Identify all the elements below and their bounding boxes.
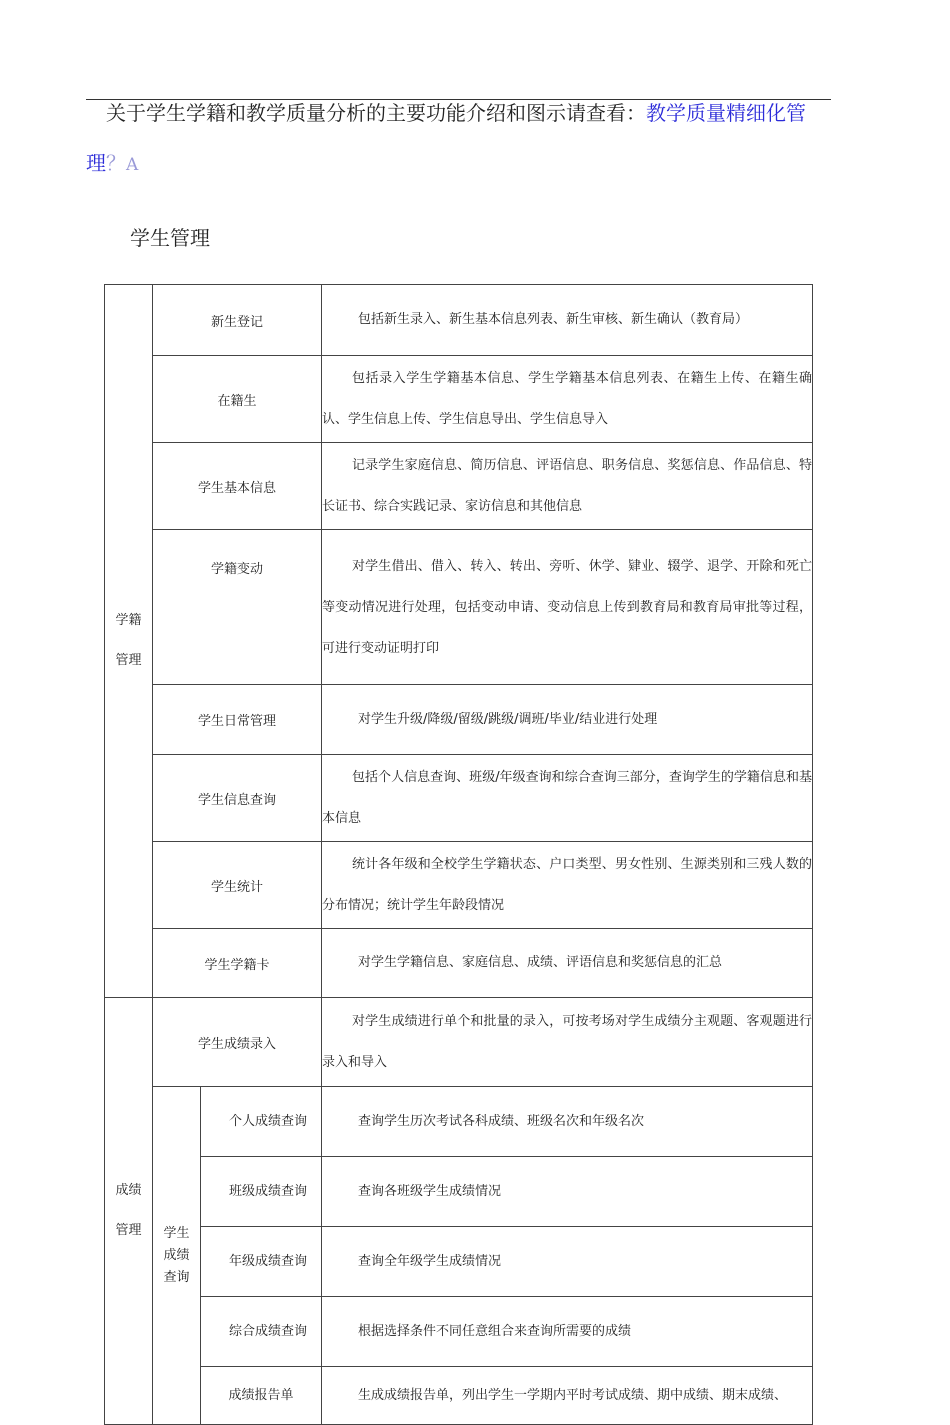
sub-function-name: 综合成绩查询 xyxy=(201,1297,322,1367)
function-name: 学生成绩录入 xyxy=(153,998,322,1087)
table-row xyxy=(105,998,813,1087)
function-desc: 记录学生家庭信息、简历信息、评语信息、职务信息、奖惩信息、作品信息、特长证书、综合实践记录、家访信息和其他信息 xyxy=(322,443,813,530)
sub-function-name: 年级成绩查询 xyxy=(201,1227,322,1297)
function-name: 在籍生 xyxy=(153,356,322,443)
table-row xyxy=(105,755,813,842)
sub-function-name: 个人成绩查询 xyxy=(201,1087,322,1157)
function-desc: 生成成绩报告单，列出学生一学期内平时考试成绩、期中成绩、期末成绩、 xyxy=(322,1367,813,1425)
function-desc: 包括新生录入、新生基本信息列表、新生审核、新生确认（教育局） xyxy=(322,285,813,356)
category-xueji xyxy=(105,285,153,998)
table-row xyxy=(105,1367,813,1425)
function-desc: 对学生学籍信息、家庭信息、成绩、评语信息和奖惩信息的汇总 xyxy=(322,929,813,998)
function-name: 学生基本信息 xyxy=(153,443,322,530)
function-desc: 根据选择条件不同任意组合来查询所需要的成绩 xyxy=(322,1297,813,1367)
quality-management-link-part2[interactable]: 理 xyxy=(86,151,106,175)
function-desc: 查询全年级学生成绩情况 xyxy=(322,1227,813,1297)
table-row xyxy=(105,685,813,755)
function-desc: 包括个人信息查询、班级/年级查询和综合查询三部分，查询学生的学籍信息和基本信息 xyxy=(322,755,813,842)
table-row xyxy=(105,443,813,530)
function-name: 学生信息查询 xyxy=(153,755,322,842)
function-desc: 对学生借出、借入、转入、转出、旁听、休学、肄业、辍学、退学、开除和死亡等变动情况进行处理，包括变动申请、变动信息上传到教育局和教育局审批等过程，可进行变动证明打印 xyxy=(322,530,813,685)
category-label: 成绩管理 xyxy=(115,1183,142,1238)
function-desc: 包括录入学生学籍基本信息、学生学籍基本信息列表、在籍生上传、在籍生确认、学生信息上传、学生信息导出、学生信息导入 xyxy=(322,356,813,443)
function-desc: 查询各班级学生成绩情况 xyxy=(322,1157,813,1227)
table-row xyxy=(105,285,813,356)
score-query-label: 学生成绩查询 xyxy=(163,1225,190,1285)
table-row xyxy=(105,842,813,929)
intro-paragraph xyxy=(86,98,831,180)
function-desc: 对学生升级/降级/留级/跳级/调班/毕业/结业进行处理 xyxy=(322,685,813,755)
quality-management-link-part1[interactable]: 教学质量精细化管 xyxy=(646,101,806,125)
function-name: 新生登记 xyxy=(153,285,322,356)
question-mark: ？ xyxy=(106,151,126,175)
function-desc: 对学生成绩进行单个和批量的录入，可按考场对学生成绩分主观题、客观题进行录入和导入 xyxy=(322,998,813,1087)
sub-function-name: 成绩报告单 xyxy=(201,1367,322,1425)
section-title: 学生管理 xyxy=(130,226,210,250)
score-query-group xyxy=(153,1087,201,1425)
table-row xyxy=(105,1297,813,1367)
intro-text: 关于学生学籍和教学质量分析的主要功能介绍和图示请查看： xyxy=(106,101,646,125)
category-chengji xyxy=(105,998,153,1425)
table-row xyxy=(105,1157,813,1227)
table-row xyxy=(105,929,813,998)
function-desc: 查询学生历次考试各科成绩、班级名次和年级名次 xyxy=(322,1087,813,1157)
table-row xyxy=(105,356,813,443)
function-name: 学生统计 xyxy=(153,842,322,929)
table-row xyxy=(105,1087,813,1157)
table-row xyxy=(105,530,813,685)
anchor-a-text[interactable]: A xyxy=(126,155,139,175)
table-row xyxy=(105,1227,813,1297)
function-name: 学生学籍卡 xyxy=(153,929,322,998)
category-label: 学籍管理 xyxy=(115,613,142,668)
function-name: 学生日常管理 xyxy=(153,685,322,755)
sub-function-name: 班级成绩查询 xyxy=(201,1157,322,1227)
function-desc: 统计各年级和全校学生学籍状态、户口类型、男女性别、生源类别和三残人数的分布情况；统计学生年龄段情况 xyxy=(322,842,813,929)
student-management-table xyxy=(104,284,813,1425)
function-name: 学籍变动 xyxy=(153,530,322,685)
